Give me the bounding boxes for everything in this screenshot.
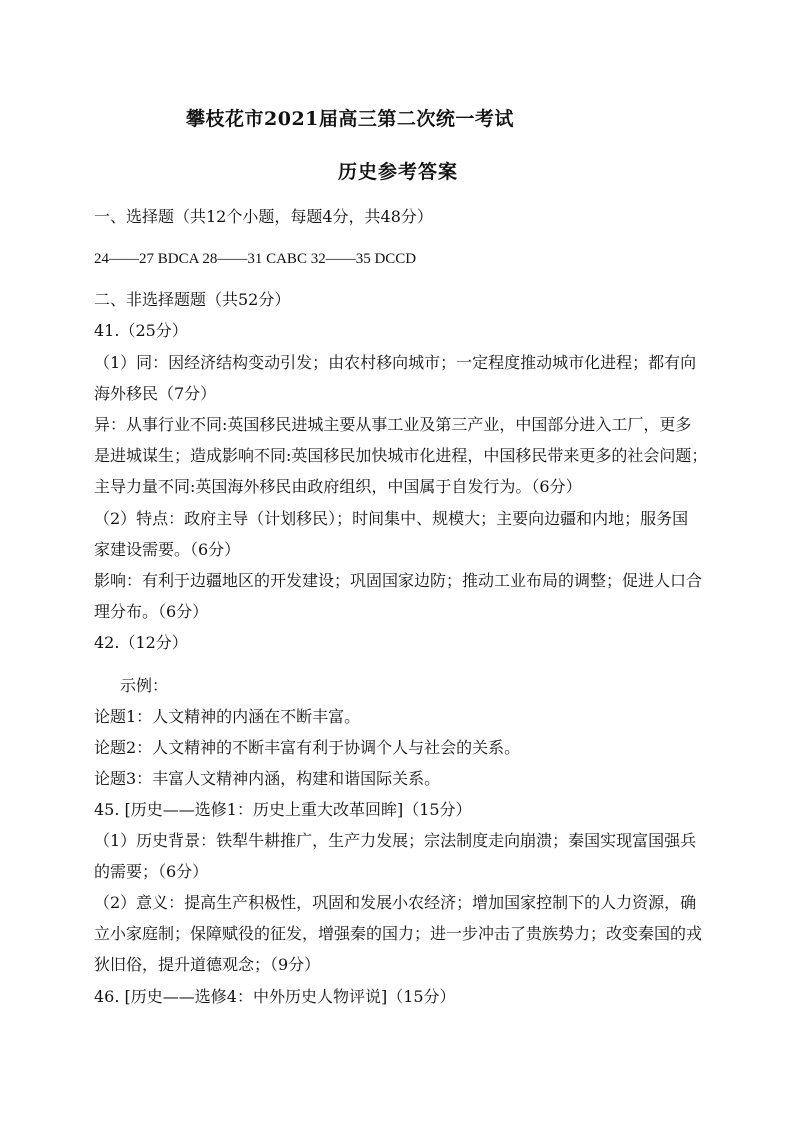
q46-label: 46. [历史——选修4：中外历史人物评说]（15分） [94,987,456,1006]
section1-heading: 一、选择题（共12个小题，每题4分，共48分） [94,207,433,226]
q41-line: 主导力量不同:英国海外移民由政府组织，中国属于自发行为。（6分） [94,477,582,496]
document-subtitle: 历史参考答案 [338,161,459,183]
q41-line: （2）特点：政府主导（计划移民）；时间集中、规模大；主要向边疆和内地；服务国 [94,509,689,528]
q45-label: 45. [历史——选修1：历史上重大改革回眸]（15分） [94,800,472,819]
q42-thesis: 论题1：人文精神的内涵在不断丰富。 [94,707,361,726]
q41-line: 异：从事行业不同:英国移民进城主要从事工业及第三产业，中国部分进入工厂，更多 [94,415,692,434]
q45-line: 狄旧俗，提升道德观念；（9分） [94,955,321,974]
section2-heading: 二、非选择题题（共52分） [94,290,291,309]
q41-label: 41.（25分） [94,321,188,340]
q41-line: 是进城谋生；造成影响不同:英国移民加快城市化进程，中国移民带来更多的社会问题； [94,446,708,465]
q42-label: 42.（12分） [94,633,188,652]
q45-line: （2）意义：提高生产积极性，巩固和发展小农经济；增加国家控制下的人力资源，确 [94,893,697,912]
q41-line: 家建设需要。（6分） [94,540,241,559]
document-title: 攀枝花市2021届高三第二次统一考试 [186,108,514,130]
q45-line: 的需要；（6分） [94,862,209,881]
q45-line: （1）历史背景：铁犁牛耕推广，生产力发展；宗法制度走向崩溃；秦国实现富国强兵 [94,831,697,850]
q41-line: 影响：有利于边疆地区的开发建设；巩固国家边防；推动工业布局的调整；促进人口合 [94,571,703,590]
q42-example-label: 示例： [120,676,169,695]
q42-thesis: 论题3：丰富人文精神内涵，构建和谐国际关系。 [94,769,441,788]
q42-thesis: 论题2：人文精神的不断丰富有利于协调个人与社会的关系。 [94,738,521,757]
choice-answers: 24——27 BDCA 28——31 CABC 32——35 DCCD [94,251,417,267]
q41-line: 理分布。（6分） [94,602,209,621]
q41-line: （1）同：因经济结构变动引发；由农村移向城市；一定程度推动城市化进程；都有向 [94,353,697,372]
q41-line: 海外移民（7分） [94,384,217,403]
q45-line: 立小家庭制；保障赋役的征发，增强秦的国力；进一步冲击了贵族势力；改变秦国的戎 [94,924,703,943]
